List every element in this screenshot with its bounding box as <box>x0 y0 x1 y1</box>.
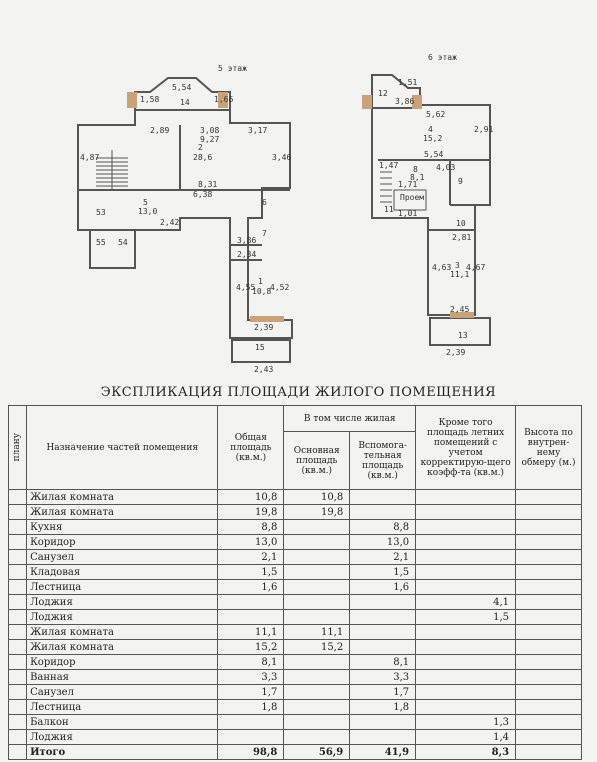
svg-text:2,81: 2,81 <box>452 233 472 242</box>
cell-main <box>284 715 350 730</box>
cell-main <box>284 670 350 685</box>
cell-name: Лоджия <box>27 730 218 745</box>
cell-plan-number <box>9 625 27 640</box>
cell-main <box>284 520 350 535</box>
cell-summer <box>416 580 516 595</box>
cell-aux <box>350 640 416 655</box>
svg-text:1,58: 1,58 <box>140 95 160 104</box>
cell-height <box>516 505 582 520</box>
table-row <box>9 565 582 580</box>
cell-total: 19,8 <box>218 505 284 520</box>
table-row <box>9 670 582 685</box>
cell-aux: 1,7 <box>350 685 416 700</box>
cell-total: 8,1 <box>218 655 284 670</box>
table-row <box>9 490 582 505</box>
room-label: 15 <box>255 343 265 352</box>
svg-text:2,42: 2,42 <box>160 218 180 227</box>
cell-plan-number <box>9 640 27 655</box>
cell-plan-number <box>9 505 27 520</box>
floor5-label: 5 этаж <box>218 64 247 73</box>
svg-text:55: 55 <box>96 238 106 247</box>
header-total-area: Общая площадь (кв.м.) <box>218 406 284 490</box>
cell-summer: 1,5 <box>416 610 516 625</box>
cell-main: 15,2 <box>284 640 350 655</box>
cell-name: Коридор <box>27 655 218 670</box>
cell-height <box>516 730 582 745</box>
cell-main <box>284 565 350 580</box>
cell-total: 2,1 <box>218 550 284 565</box>
svg-text:3,86: 3,86 <box>237 236 257 245</box>
table-body <box>9 490 582 760</box>
svg-text:1,47: 1,47 <box>379 161 399 170</box>
cell-height <box>516 700 582 715</box>
cell-summer <box>416 550 516 565</box>
svg-text:2,43: 2,43 <box>254 365 274 374</box>
svg-text:1,01: 1,01 <box>398 209 418 218</box>
cell-plan-number <box>9 535 27 550</box>
cell-name: Жилая комната <box>27 490 218 505</box>
cell-summer <box>416 565 516 580</box>
svg-text:6,38: 6,38 <box>193 190 213 199</box>
cell-total: 13,0 <box>218 535 284 550</box>
cell-height <box>516 655 582 670</box>
cell-summer <box>416 490 516 505</box>
cell-main <box>284 580 350 595</box>
cell-aux: 13,0 <box>350 535 416 550</box>
cell-total: 15,2 <box>218 640 284 655</box>
room-label: 6 <box>262 198 267 207</box>
cell-plan-number <box>9 565 27 580</box>
table-row <box>9 610 582 625</box>
cell-main <box>284 595 350 610</box>
cell-main <box>284 685 350 700</box>
table-row <box>9 625 582 640</box>
cell-aux <box>350 715 416 730</box>
cell-height <box>516 715 582 730</box>
cell-main: 19,8 <box>284 505 350 520</box>
cell-name: Лоджия <box>27 595 218 610</box>
cell-summer <box>416 640 516 655</box>
table-row <box>9 550 582 565</box>
table-row <box>9 595 582 610</box>
room-area: 8,1 <box>410 173 425 182</box>
total-row <box>9 745 582 760</box>
svg-text:3,08: 3,08 <box>200 126 220 135</box>
cell-plan-number <box>9 700 27 715</box>
cell-name: Итого <box>27 745 218 760</box>
cell-main: 10,8 <box>284 490 350 505</box>
cell-total: 8,8 <box>218 520 284 535</box>
cell-name: Кладовая <box>27 565 218 580</box>
svg-text:1,51: 1,51 <box>398 78 418 87</box>
table-row <box>9 700 582 715</box>
cell-height <box>516 550 582 565</box>
cell-name: Лоджия <box>27 610 218 625</box>
cell-height <box>516 565 582 580</box>
cell-plan-number <box>9 685 27 700</box>
room-label: 13 <box>458 331 468 340</box>
room-label: 14 <box>180 98 190 107</box>
cell-name: Ванная <box>27 670 218 685</box>
cell-summer <box>416 625 516 640</box>
room-label: 9 <box>458 177 463 186</box>
svg-text:2,45: 2,45 <box>450 305 470 314</box>
cell-summer <box>416 655 516 670</box>
svg-text:4,03: 4,03 <box>436 163 456 172</box>
area-explication-table <box>8 405 582 760</box>
cell-height <box>516 640 582 655</box>
cell-plan-number <box>9 670 27 685</box>
room-label: 12 <box>378 89 388 98</box>
room-area: 10,8 <box>252 287 272 296</box>
cell-plan-number <box>9 550 27 565</box>
cell-height <box>516 490 582 505</box>
cell-total <box>218 595 284 610</box>
cell-summer <box>416 535 516 550</box>
cell-total: 10,8 <box>218 490 284 505</box>
svg-text:9,27: 9,27 <box>200 135 220 144</box>
room-area: 13,0 <box>138 207 158 216</box>
cell-summer: 1,3 <box>416 715 516 730</box>
cell-total <box>218 610 284 625</box>
svg-text:2,91: 2,91 <box>474 125 494 134</box>
floor5-stair <box>96 150 128 190</box>
cell-plan-number <box>9 655 27 670</box>
svg-text:5,54: 5,54 <box>172 83 192 92</box>
cell-plan-number <box>9 580 27 595</box>
cell-aux: 3,3 <box>350 670 416 685</box>
svg-text:1,66: 1,66 <box>214 95 234 104</box>
cell-total: 3,3 <box>218 670 284 685</box>
cell-aux: 8,1 <box>350 655 416 670</box>
cell-main: 11,1 <box>284 625 350 640</box>
room-label: 8 <box>413 165 418 174</box>
cell-name: Жилая комната <box>27 625 218 640</box>
floor-plans <box>0 0 597 380</box>
cell-summer <box>416 520 516 535</box>
floor6-label: 6 этаж <box>428 53 457 62</box>
cell-summer: 8,3 <box>416 745 516 760</box>
cell-total: 1,5 <box>218 565 284 580</box>
room-label: 10 <box>456 219 466 228</box>
svg-text:4,87: 4,87 <box>80 153 100 162</box>
cell-main <box>284 655 350 670</box>
cell-main <box>284 550 350 565</box>
room-area: 15,2 <box>423 134 443 143</box>
floor5-balcony-door <box>250 316 284 322</box>
svg-text:2,89: 2,89 <box>150 126 170 135</box>
cell-height <box>516 670 582 685</box>
svg-text:2,34: 2,34 <box>237 250 257 259</box>
cell-plan-number <box>9 745 27 760</box>
cell-aux <box>350 610 416 625</box>
cell-aux: 1,6 <box>350 580 416 595</box>
cell-name: Санузел <box>27 550 218 565</box>
room-label: 4 <box>428 125 433 134</box>
room-label: 5 <box>143 198 148 207</box>
cell-name: Балкон <box>27 715 218 730</box>
floor6-window-left <box>362 95 372 109</box>
cell-aux: 2,1 <box>350 550 416 565</box>
table-row <box>9 655 582 670</box>
cell-height <box>516 685 582 700</box>
header-aux-area: Вспомога-тельная площадь (кв.м.) <box>350 432 416 490</box>
cell-height <box>516 625 582 640</box>
cell-aux: 41,9 <box>350 745 416 760</box>
svg-text:4,67: 4,67 <box>466 263 486 272</box>
cell-height <box>516 745 582 760</box>
header-summer-area: Кроме того площадь летних помещений с учетом корректирую-щего коэфф-та (кв.м.) <box>416 406 516 490</box>
cell-height <box>516 595 582 610</box>
cell-main: 56,9 <box>284 745 350 760</box>
cell-total <box>218 715 284 730</box>
svg-text:5,62: 5,62 <box>426 110 446 119</box>
room-label: 7 <box>262 229 267 238</box>
cell-main <box>284 700 350 715</box>
cell-summer <box>416 670 516 685</box>
cell-plan-number <box>9 520 27 535</box>
svg-text:4,63: 4,63 <box>432 263 452 272</box>
cell-total <box>218 730 284 745</box>
cell-name: Коридор <box>27 535 218 550</box>
cell-aux <box>350 730 416 745</box>
header-main-area: Основная площадь (кв.м.) <box>284 432 350 490</box>
cell-name: Жилая комната <box>27 640 218 655</box>
svg-text:2,39: 2,39 <box>446 348 466 357</box>
floor5-window-left <box>127 92 137 108</box>
svg-text:4,52: 4,52 <box>270 283 290 292</box>
svg-text:5,54: 5,54 <box>424 150 444 159</box>
cell-total: 1,6 <box>218 580 284 595</box>
cell-name: Кухня <box>27 520 218 535</box>
svg-text:4,55: 4,55 <box>236 283 256 292</box>
cell-total: 1,7 <box>218 685 284 700</box>
cell-summer <box>416 685 516 700</box>
cell-plan-number <box>9 715 27 730</box>
header-height: Высота по внутрен-нему обмеру (м.) <box>516 406 582 490</box>
svg-text:8,31: 8,31 <box>198 180 218 189</box>
table-row <box>9 505 582 520</box>
table-row <box>9 535 582 550</box>
cell-aux: 8,8 <box>350 520 416 535</box>
svg-text:1,71: 1,71 <box>398 180 418 189</box>
cell-aux <box>350 625 416 640</box>
cell-aux <box>350 595 416 610</box>
cell-main <box>284 535 350 550</box>
room-label: 2 <box>198 143 203 152</box>
table-row <box>9 640 582 655</box>
cell-summer: 4,1 <box>416 595 516 610</box>
svg-text:3,46: 3,46 <box>272 153 292 162</box>
floor-plans-drawing <box>0 0 597 380</box>
cell-total: 11,1 <box>218 625 284 640</box>
svg-text:53: 53 <box>96 208 106 217</box>
header-name: Назначение частей помещения <box>27 406 218 490</box>
cell-main <box>284 610 350 625</box>
document-title: ЭКСПЛИКАЦИЯ ПЛОЩАДИ ЖИЛОГО ПОМЕЩЕНИЯ <box>100 385 497 400</box>
cell-aux: 1,5 <box>350 565 416 580</box>
room-label: 1 <box>258 277 263 286</box>
table-row <box>9 715 582 730</box>
cell-total: 1,8 <box>218 700 284 715</box>
table-row <box>9 520 582 535</box>
table-row <box>9 685 582 700</box>
cell-height <box>516 520 582 535</box>
cell-aux <box>350 505 416 520</box>
room-area: 11,1 <box>450 270 470 279</box>
svg-text:3,86: 3,86 <box>395 97 415 106</box>
floor5-dimensions <box>80 83 291 374</box>
cell-name: Санузел <box>27 685 218 700</box>
svg-text:2,39: 2,39 <box>254 323 274 332</box>
cell-summer <box>416 505 516 520</box>
cell-summer <box>416 700 516 715</box>
cell-plan-number <box>9 490 27 505</box>
cell-main <box>284 730 350 745</box>
cell-height <box>516 580 582 595</box>
header-plan-number: плану <box>9 406 27 490</box>
room-label: 11 <box>384 205 394 214</box>
room-area: 28,6 <box>193 153 213 162</box>
table-row <box>9 580 582 595</box>
cell-name: Жилая комната <box>27 505 218 520</box>
room-label: 3 <box>455 261 460 270</box>
header-incl-living: В том числе жилая <box>284 406 416 432</box>
cell-height <box>516 535 582 550</box>
svg-text:54: 54 <box>118 238 128 247</box>
cell-plan-number <box>9 730 27 745</box>
stair-opening-label: Проем <box>400 193 425 202</box>
cell-plan-number <box>9 610 27 625</box>
cell-plan-number <box>9 595 27 610</box>
svg-text:3,17: 3,17 <box>248 126 268 135</box>
cell-summer: 1,4 <box>416 730 516 745</box>
cell-aux: 1,8 <box>350 700 416 715</box>
cell-name: Лестница <box>27 580 218 595</box>
cell-name: Лестница <box>27 700 218 715</box>
table-row <box>9 730 582 745</box>
cell-height <box>516 610 582 625</box>
cell-aux <box>350 490 416 505</box>
cell-total: 98,8 <box>218 745 284 760</box>
